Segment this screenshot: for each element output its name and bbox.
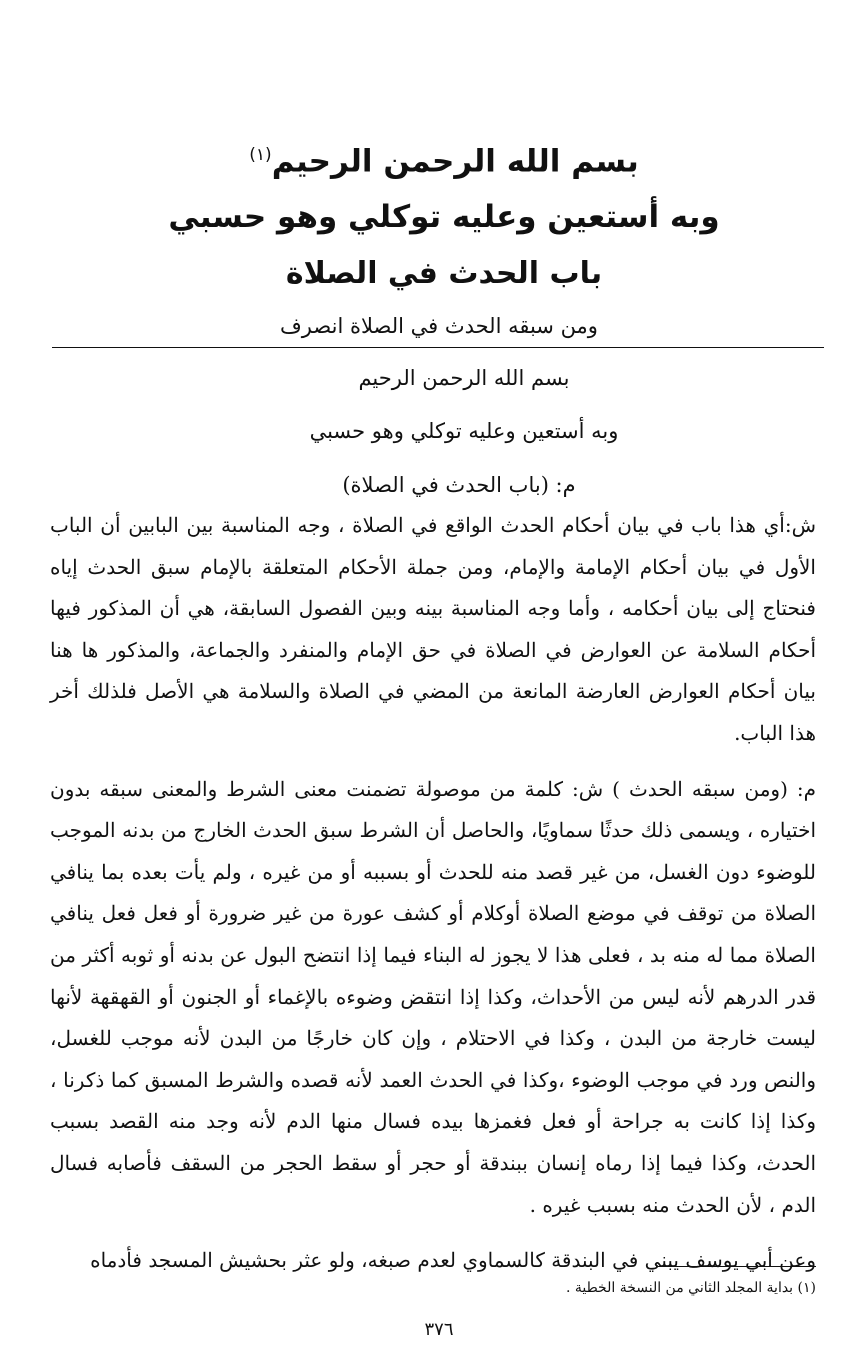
footnote-divider bbox=[656, 1266, 816, 1267]
header-istiana: وبه أستعين وعليه توكلي وهو حسبي bbox=[168, 199, 720, 236]
header-basmala-text: بسم الله الرحمن الرحيم bbox=[271, 143, 639, 180]
commentary-body bbox=[50, 505, 816, 1282]
paragraph-1: ش:أي هذا باب في بيان أحكام الحدث الواقع في الصلاة ، وجه المناسبة بين البابين أن الباب الأول في بيان أحكام الإمامة والإمام، ومن جملة الأحكام المتعلقة بالإمام سبق الحدث إياه فنحتاج إلى بيان أحكامه ، وأما وجه المناسبة بينه وبين الفصول السابقة، هي أن المذكور فيها أحكام السلامة عن العوارض في الصلاة في حق الإمام والمنفرد والجماعة، والمذكور ها هنا بيان أحكام العوارض العارضة المانعة من المضي في الصلاة والسلامة هي الأصل فلذلك أخر هذا الباب. bbox=[50, 513, 816, 745]
matn-opening: ومن سبقه الحدث في الصلاة انصرف bbox=[280, 314, 598, 339]
chapter-header bbox=[40, 128, 828, 350]
footnote-marker: (١) bbox=[249, 145, 272, 165]
matn-label: م: (باب الحدث في الصلاة) bbox=[342, 473, 576, 497]
commentary-head bbox=[40, 356, 828, 510]
paragraph-2: م: (ومن سبقه الحدث ) ش: كلمة من موصولة تضمنت معنى الشرط والمعنى سبقه بدون اختياره ، ويسمى ذلك حدثًا سماويًا، والحاصل أن الشرط سبق الحدث الخارج من بدنه الموجب للوضوء دون الغسل، من غير قصد منه للحدث أو بسببه أو من غيره ، ولم يأت بعده بما ينافي الصلاة من توقف في موضع الصلاة أوكلام أو كشف عورة من غير ضرورة أو فعل فعل ينافي الصلاة مما له منه بد ، فعلى هذا لا يجوز له البناء فيما إذا انتضح البول عن بدنه أو ثوبه أكثر من قدر الدرهم لأنه ليس من الأحداث، وكذا إذا انتقض وضوءه بالإغماء أو الجنون أو القهقهة لأنها ليست خارجة من البدن ، وكذا في الاحتلام ، وإن كان خارجًا من البدن لأنه موجب للغسل، والنص ورد في موجب الوضوء ،وكذا في الحدث العمد لأنه قصده والشرط المسبق كما ذكرنا ، وكذا إذا كانت به جراحة أو فعل فغمزها بيده فسال منها الدم لأنه وجد منه القصد بسبب الحدث، وكذا فيما إذا رماه إنسان ببندقة أو حجر أو سقط الحجر من السقف فأصابه فسال الدم ، لأن الحدث منه بسبب غيره . bbox=[50, 776, 817, 1217]
chapter-title: باب الحدث في الصلاة bbox=[285, 256, 603, 292]
header-basmala bbox=[40, 128, 828, 188]
page-number: ٣٧٦ bbox=[424, 1319, 454, 1340]
footnote: (١) بداية المجلد الثاني من النسخة الخطية . bbox=[565, 1280, 816, 1296]
commentary-istiana: وبه أستعين وعليه توكلي وهو حسبي bbox=[309, 419, 619, 443]
header-divider bbox=[52, 347, 824, 348]
paragraph-3: وعن أبي يوسف يبني في البندقة كالسماوي لعدم صبغه، ولو عثر بحشيش المسجد فأدماه bbox=[90, 1248, 816, 1273]
commentary-basmala: بسم الله الرحمن الرحيم bbox=[358, 366, 570, 390]
